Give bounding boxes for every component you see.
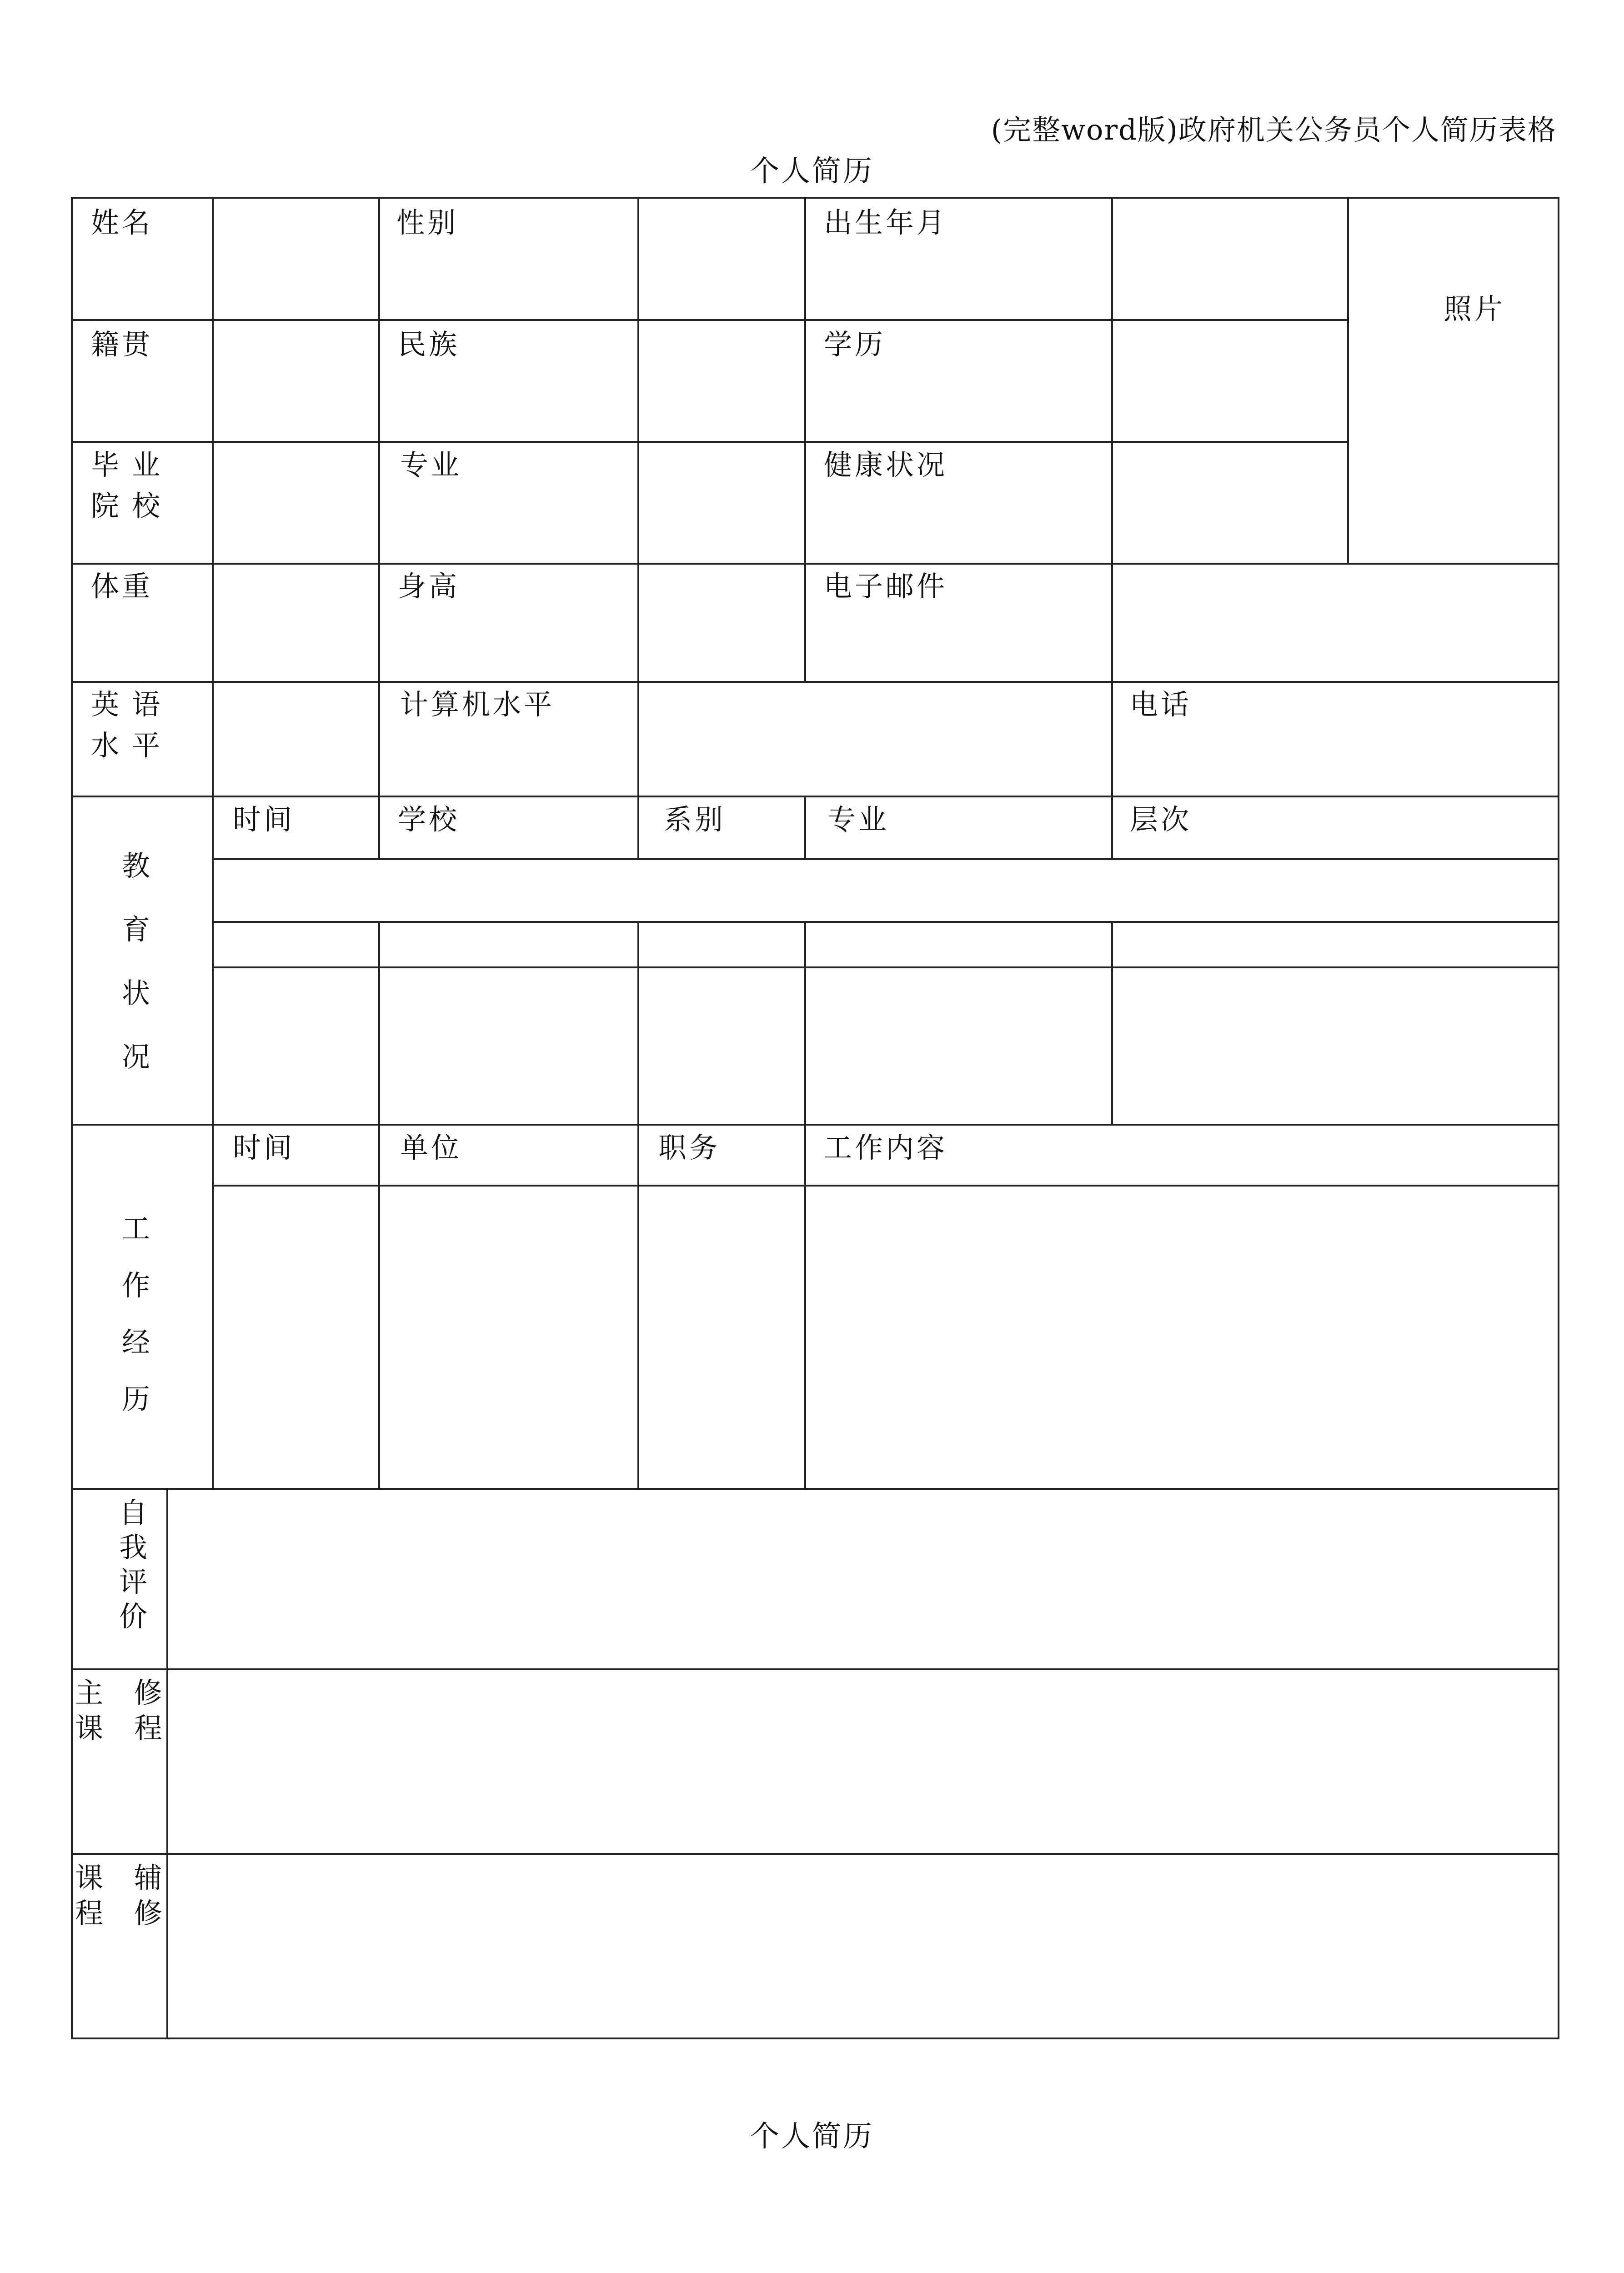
computer-level-label: 计算机水平 [400,688,555,721]
weight-value-cell[interactable] [215,566,377,680]
native-place-value-cell[interactable] [215,322,377,440]
ethnicity-label: 民族 [398,328,460,361]
education-row-2[interactable] [215,924,1557,966]
health-value-cell[interactable] [1114,444,1346,562]
gender-label: 性别 [396,206,459,239]
edu-header-level: 层次 [1130,803,1192,836]
work-header-content: 工作内容 [824,1131,948,1164]
photo-label: 照片 [1444,292,1506,325]
graduated-school-value-cell[interactable] [215,444,377,562]
work-header-unit: 单位 [400,1131,462,1164]
minor-courses-label-line2: 程 修 [75,1897,173,1930]
self-evaluation-label: 自我评价 [119,1496,148,1633]
work-header-position: 职务 [658,1131,721,1164]
education-section-label: 教育状况 [122,849,150,1073]
major-value-cell[interactable] [640,444,803,562]
work-row-1[interactable] [215,1187,1557,1487]
edu-header-time: 时间 [233,803,295,836]
ethnicity-value-cell[interactable] [640,322,803,440]
native-place-label: 籍贯 [91,328,153,361]
minor-courses-label-line1: 课 辅 [75,1861,173,1894]
photo-cell[interactable] [1350,200,1557,562]
major-courses-label-line1: 主 修 [75,1676,173,1709]
education-row-3[interactable] [215,969,1557,1123]
work-header-time: 时间 [233,1131,295,1164]
height-value-cell[interactable] [640,566,803,680]
english-level-value-cell[interactable] [215,684,377,795]
birth-value-cell[interactable] [1114,200,1346,318]
gender-value-cell[interactable] [640,200,803,318]
computer-level-value-cell[interactable] [640,684,1110,795]
edu-header-major: 专业 [827,803,890,836]
minor-courses-value-cell[interactable] [169,1856,1557,2037]
major-courses-label-line2: 课 程 [75,1712,173,1745]
major-label: 专业 [400,448,462,481]
email-value-cell[interactable] [1114,566,1557,680]
education-level-value-cell[interactable] [1114,322,1346,440]
email-label: 电子邮件 [824,570,948,603]
height-label: 身高 [398,570,460,603]
phone-label: 电话 [1130,688,1192,721]
document-title: 个人简历 [750,155,874,188]
name-label: 姓名 [91,206,153,239]
phone-value-cell[interactable] [1114,718,1557,795]
english-level-label: 英语水平 [91,688,173,762]
document-header: (完整word版)政府机关公务员个人简历表格 [991,113,1557,146]
work-section-label: 工作经历 [122,1212,150,1416]
name-value-cell[interactable] [215,200,377,318]
document-footer: 个人简历 [750,2120,874,2153]
education-row-1[interactable] [215,861,1557,920]
edu-header-department: 系别 [664,803,726,836]
graduated-school-label: 毕业院校 [91,448,173,522]
edu-header-school: 学校 [398,803,460,836]
weight-label: 体重 [91,570,153,603]
major-courses-value-cell[interactable] [169,1671,1557,1852]
health-label: 健康状况 [824,448,948,481]
self-evaluation-value-cell[interactable] [169,1491,1557,1667]
education-level-label: 学历 [824,328,886,361]
birth-label: 出生年月 [824,206,948,239]
